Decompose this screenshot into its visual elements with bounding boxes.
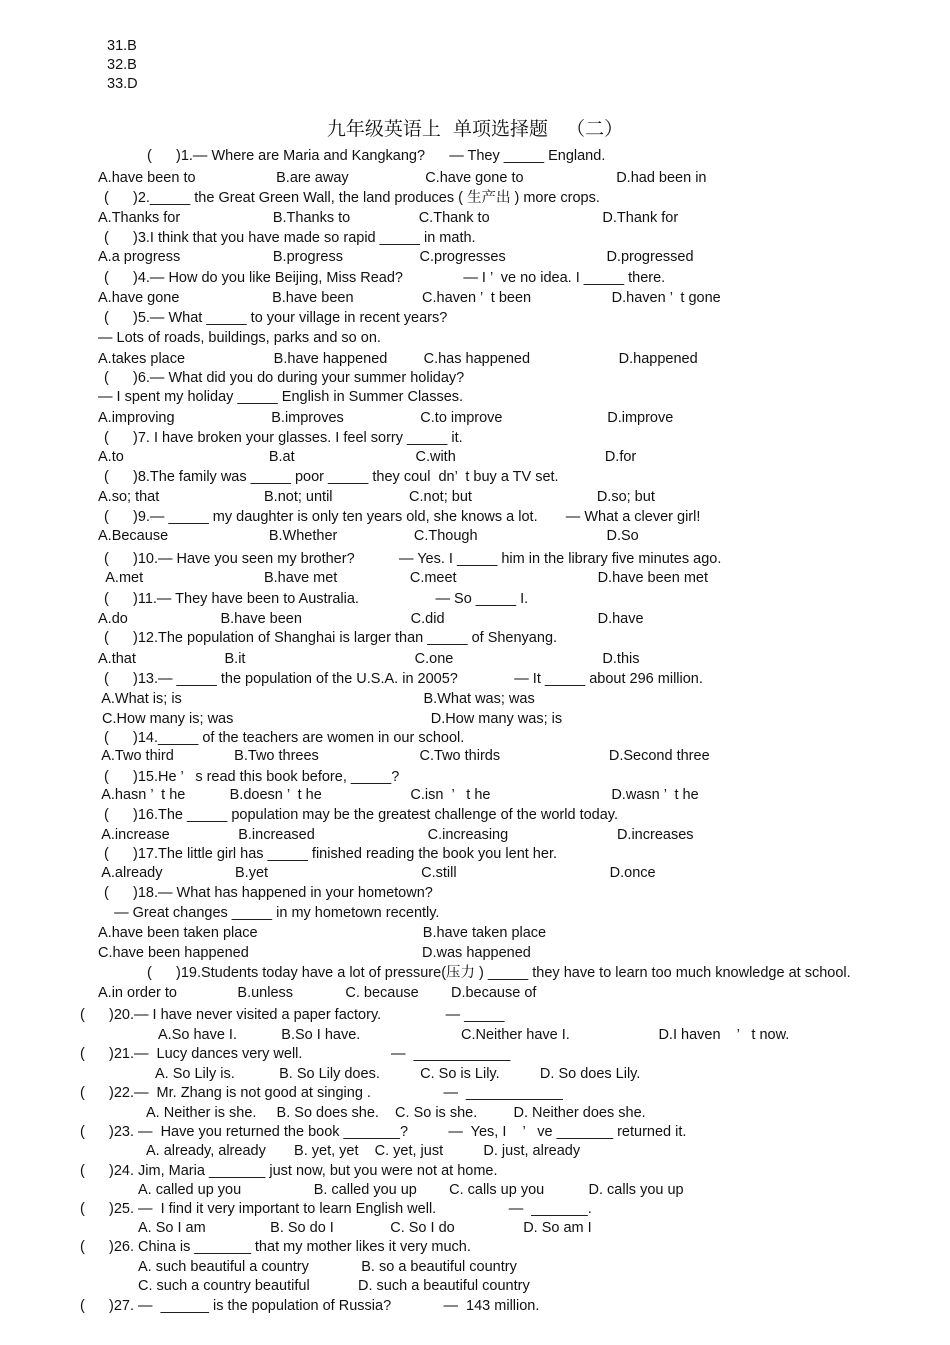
- option-line: C.have been happened D.was happened: [98, 945, 531, 961]
- option-line: C. such a country beautiful D. such a beautiful country: [138, 1278, 530, 1294]
- question-line: ( )15.He ’ s read this book before, _____?: [104, 769, 400, 785]
- option-line: A. Neither is she. B. So does she. C. So is she. D. Neither does she.: [146, 1105, 646, 1121]
- question-line: ( )17.The little girl has _____ finished reading the book you lent her.: [104, 846, 557, 862]
- question-line: ( )23. — Have you returned the book _______? — Yes, I ’ ve _______ returned it.: [80, 1124, 687, 1140]
- option-line: C.How many is; was D.How many was; is: [98, 711, 563, 727]
- option-line: A. already, already B. yet, yet C. yet, just D. just, already: [146, 1143, 581, 1159]
- question-line: ( )26. China is _______ that my mother likes it very much.: [80, 1239, 471, 1255]
- option-line: A.in order to B.unless C. because D.because of: [98, 985, 537, 1001]
- question-line: ( )25. — I find it very important to learn English well. — _______.: [80, 1201, 592, 1217]
- option-line: A.hasn ’ t he B.doesn ’ t he C.isn ’ t he D.wasn ’ t he: [98, 787, 699, 803]
- option-line: A.already B.yet C.still D.once: [98, 865, 656, 881]
- option-line: A.What is; is B.What was; was: [98, 691, 535, 707]
- option-line: A.to B.at C.with D.for: [98, 449, 637, 465]
- question-line: ( )18.— What has happened in your hometown?: [104, 885, 433, 901]
- question-line: ( )24. Jim, Maria _______ just now, but you were not at home.: [80, 1163, 498, 1179]
- option-line: A.Because B.Whether C.Though D.So: [98, 528, 639, 544]
- option-line: A. So I am B. So do I C. So I do D. So am I: [138, 1220, 592, 1236]
- question-line: ( )16.The _____ population may be the greatest challenge of the world today.: [104, 807, 618, 823]
- question-line: ( )3.I think that you have made so rapid _____ in math.: [104, 230, 476, 246]
- option-line: — Great changes _____ in my hometown recently.: [98, 905, 440, 921]
- option-line: A.have gone B.have been C.haven ’ t been D.haven ’ t gone: [98, 290, 721, 306]
- option-line: A.Thanks for B.Thanks to C.Thank to D.Thank for: [98, 210, 679, 226]
- option-line: A.met B.have met C.meet D.have been met: [98, 570, 709, 586]
- question-line: ( )9.— _____ my daughter is only ten years old, she knows a lot. — What a clever girl!: [104, 509, 701, 525]
- option-line: A.so; that B.not; until C.not; but D.so; but: [98, 489, 655, 505]
- question-line: ( )13.— _____ the population of the U.S.A. in 2005? — It _____ about 296 million.: [104, 671, 703, 687]
- question-line: ( )14._____ of the teachers are women in our school.: [104, 730, 465, 746]
- answer-line: 31.B: [107, 38, 137, 54]
- question-line: ( )19.Students today have a lot of pressure(压力 ) _____ they have to learn too much knowledge at school.: [147, 965, 851, 981]
- question-line: ( )12.The population of Shanghai is larger than _____ of Shenyang.: [104, 630, 558, 646]
- option-line: — I spent my holiday _____ English in Summer Classes.: [98, 389, 464, 405]
- option-line: A.have been to B.are away C.have gone to D.had been in: [98, 170, 707, 186]
- option-line: A. So Lily is. B. So Lily does. C. So is Lily. D. So does Lily.: [155, 1066, 641, 1082]
- option-line: A.improving B.improves C.to improve D.improve: [98, 410, 674, 426]
- option-line: A.have been taken place B.have taken place: [98, 925, 547, 941]
- question-line: ( )10.— Have you seen my brother? — Yes. I _____ him in the library five minutes ago.: [104, 551, 722, 567]
- question-line: ( )22.— Mr. Zhang is not good at singing . — ____________: [80, 1085, 563, 1101]
- option-line: A.do B.have been C.did D.have: [98, 611, 644, 627]
- question-line: ( )1.— Where are Maria and Kangkang? — They _____ England.: [147, 148, 606, 164]
- option-line: — Lots of roads, buildings, parks and so on.: [98, 330, 381, 346]
- question-line: ( )21.— Lucy dances very well. — ____________: [80, 1046, 511, 1062]
- question-line: ( )11.— They have been to Australia. — So _____ I.: [104, 591, 529, 607]
- option-line: A.increase B.increased C.increasing D.increases: [98, 827, 694, 843]
- option-line: A.So have I. B.So I have. C.Neither have I. D.I haven ’ t now.: [158, 1027, 790, 1043]
- option-line: A. called up you B. called you up C. calls up you D. calls you up: [138, 1182, 684, 1198]
- option-line: A.Two third B.Two threes C.Two thirds D.Second three: [98, 748, 710, 764]
- answer-line: 32.B: [107, 57, 137, 73]
- option-line: A.that B.it C.one D.this: [98, 651, 640, 667]
- option-line: A.a progress B.progress C.progresses D.progressed: [98, 249, 694, 265]
- question-line: ( )27. — ______ is the population of Russia? — 143 million.: [80, 1298, 540, 1314]
- question-line: ( )6.— What did you do during your summer holiday?: [104, 370, 465, 386]
- option-line: A. such beautiful a country B. so a beautiful country: [138, 1259, 517, 1275]
- question-line: ( )7. I have broken your glasses. I feel sorry _____ it.: [104, 430, 463, 446]
- option-line: A.takes place B.have happened C.has happened D.happened: [98, 351, 698, 367]
- answer-line: 33.D: [107, 76, 138, 92]
- question-line: ( )2._____ the Great Green Wall, the land produces ( 生产出 ) more crops.: [104, 190, 600, 206]
- question-line: ( )20.— I have never visited a paper factory. — _____: [80, 1007, 505, 1023]
- page-title: 九年级英语上 单项选择题 （二）: [326, 118, 624, 140]
- question-line: ( )4.— How do you like Beijing, Miss Read? — I ’ ve no idea. I _____ there.: [104, 270, 666, 286]
- question-line: ( )5.— What _____ to your village in recent years?: [104, 310, 448, 326]
- question-line: ( )8.The family was _____ poor _____ they coul dn’ t buy a TV set.: [104, 469, 559, 485]
